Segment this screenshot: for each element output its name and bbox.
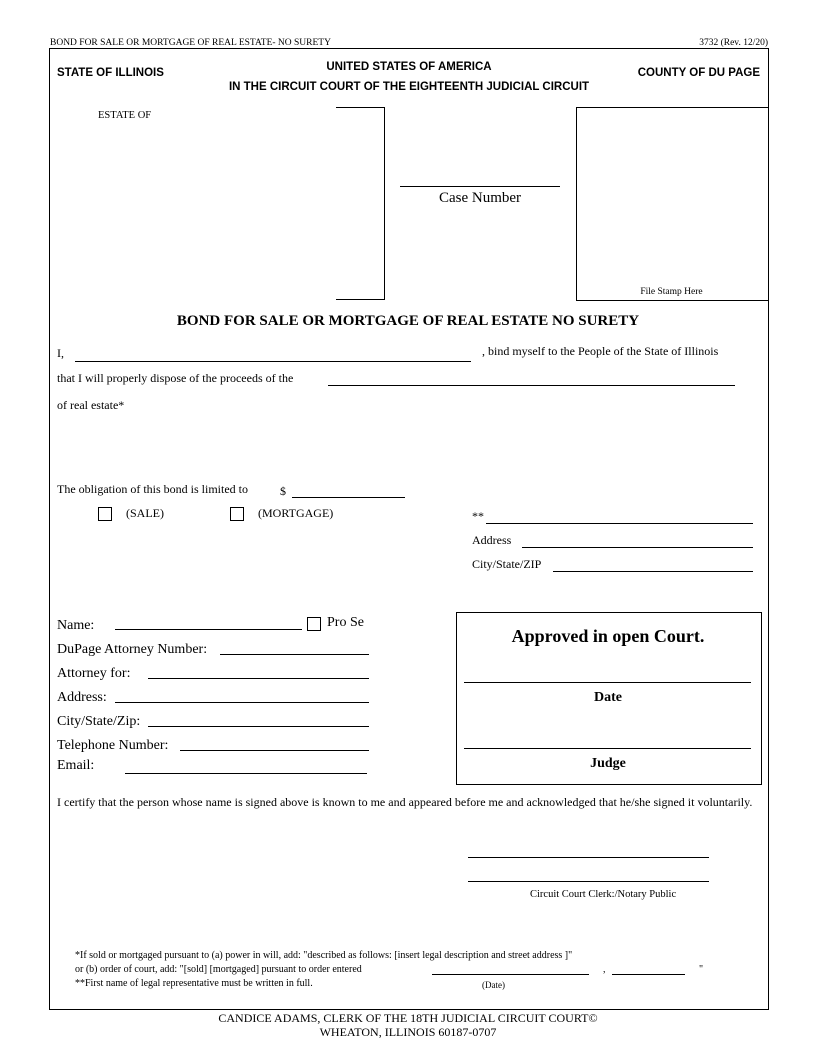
- state-label: STATE OF ILLINOIS: [57, 67, 164, 79]
- estate-bracket-top: [336, 107, 384, 108]
- certification-text: I certify that the person whose name is signed above is known to me and appeared before me and acknowledged that he/she signed it voluntarily.: [57, 795, 753, 809]
- judge-label: Judge: [590, 756, 626, 771]
- footnote-1: *If sold or mortgaged pursuant to (a) power in will, add: "described as follows: [insert legal description and street address ]": [75, 950, 573, 961]
- file-stamp-box: [576, 107, 768, 301]
- pro-se-checkbox[interactable]: [307, 617, 321, 631]
- attorney-city-label: City/State/Zip:: [57, 714, 141, 729]
- estate-bracket-bottom: [336, 299, 384, 300]
- attorney-address-label: Address:: [57, 690, 107, 705]
- rep-name-field[interactable]: [486, 523, 753, 524]
- attorney-city-field[interactable]: [148, 726, 369, 727]
- clerk-signature-line-2[interactable]: [468, 881, 709, 882]
- attorney-for-field[interactable]: [148, 678, 369, 679]
- i-label: I,: [57, 346, 64, 360]
- bind-text: , bind myself to the People of the State of Illinois: [482, 344, 719, 358]
- attorney-phone-field[interactable]: [180, 750, 369, 751]
- clerk-label: Circuit Court Clerk:/Notary Public: [530, 889, 677, 900]
- footnote-3: **First name of legal representative must be written in full.: [75, 978, 313, 989]
- attorney-number-label: DuPage Attorney Number:: [57, 642, 208, 657]
- order-year-field[interactable]: [612, 974, 685, 975]
- date-label: Date: [594, 690, 622, 705]
- rep-city-label: City/State/ZIP: [472, 557, 542, 571]
- pro-se-label: Pro Se: [327, 615, 364, 630]
- form-number: 3732 (Rev. 12/20): [699, 38, 768, 48]
- rep-city-field[interactable]: [553, 571, 753, 572]
- county-label: COUNTY OF DU PAGE: [637, 67, 760, 79]
- mortgage-label: (MORTGAGE): [258, 506, 334, 520]
- clerk-signature-line-1[interactable]: [468, 857, 709, 858]
- footnote-date-label: (Date): [482, 980, 505, 990]
- proceeds-field[interactable]: [328, 385, 735, 386]
- date-signature-line[interactable]: [464, 682, 751, 683]
- rep-address-label: Address: [472, 533, 512, 547]
- attorney-address-field[interactable]: [115, 702, 369, 703]
- attorney-email-field[interactable]: [125, 773, 367, 774]
- mortgage-checkbox[interactable]: [230, 507, 244, 521]
- real-estate-text: of real estate*: [57, 398, 125, 412]
- obligation-amount-field[interactable]: [292, 497, 405, 498]
- case-number-field[interactable]: [400, 186, 560, 187]
- attorney-for-label: Attorney for:: [57, 666, 131, 681]
- estate-label: ESTATE OF: [98, 110, 152, 121]
- estate-bracket-side: [384, 107, 385, 300]
- dollar-sign: $: [280, 484, 286, 498]
- principal-name-field[interactable]: [75, 361, 471, 362]
- obligation-text: The obligation of this bond is limited to: [57, 482, 248, 496]
- attorney-email-label: Email:: [57, 758, 95, 773]
- approved-text: Approved in open Court.: [511, 626, 705, 646]
- rep-address-field[interactable]: [522, 547, 753, 548]
- footer-clerk: CANDICE ADAMS, CLERK OF THE 18TH JUDICIAL CIRCUIT COURT©: [218, 1011, 598, 1025]
- footnote-quote: ": [699, 964, 704, 975]
- order-date-field[interactable]: [432, 974, 589, 975]
- attorney-name-field[interactable]: [115, 629, 302, 630]
- attorney-number-field[interactable]: [220, 654, 369, 655]
- attorney-name-label: Name:: [57, 618, 95, 633]
- sale-checkbox[interactable]: [98, 507, 112, 521]
- file-stamp-label: File Stamp Here: [640, 287, 703, 297]
- bond-title: BOND FOR SALE OR MORTGAGE OF REAL ESTATE NO SURETY: [176, 313, 640, 329]
- footnote-2: or (b) order of court, add: "[sold] [mortgaged] pursuant to order entered: [75, 964, 362, 975]
- footnote-comma: ,: [603, 964, 606, 975]
- judge-signature-line[interactable]: [464, 748, 751, 749]
- form-title: BOND FOR SALE OR MORTGAGE OF REAL ESTATE- NO SURETY: [50, 38, 331, 48]
- sale-label: (SALE): [126, 506, 164, 520]
- attorney-phone-label: Telephone Number:: [57, 738, 169, 753]
- country-label: UNITED STATES OF AMERICA: [326, 61, 492, 73]
- dispose-text: that I will properly dispose of the proceeds of the: [57, 371, 294, 385]
- rep-marker: **: [472, 509, 484, 523]
- case-number-label: Case Number: [438, 190, 522, 206]
- court-label: IN THE CIRCUIT COURT OF THE EIGHTEENTH JUDICIAL CIRCUIT: [228, 81, 590, 93]
- footer-address: WHEATON, ILLINOIS 60187-0707: [319, 1025, 497, 1039]
